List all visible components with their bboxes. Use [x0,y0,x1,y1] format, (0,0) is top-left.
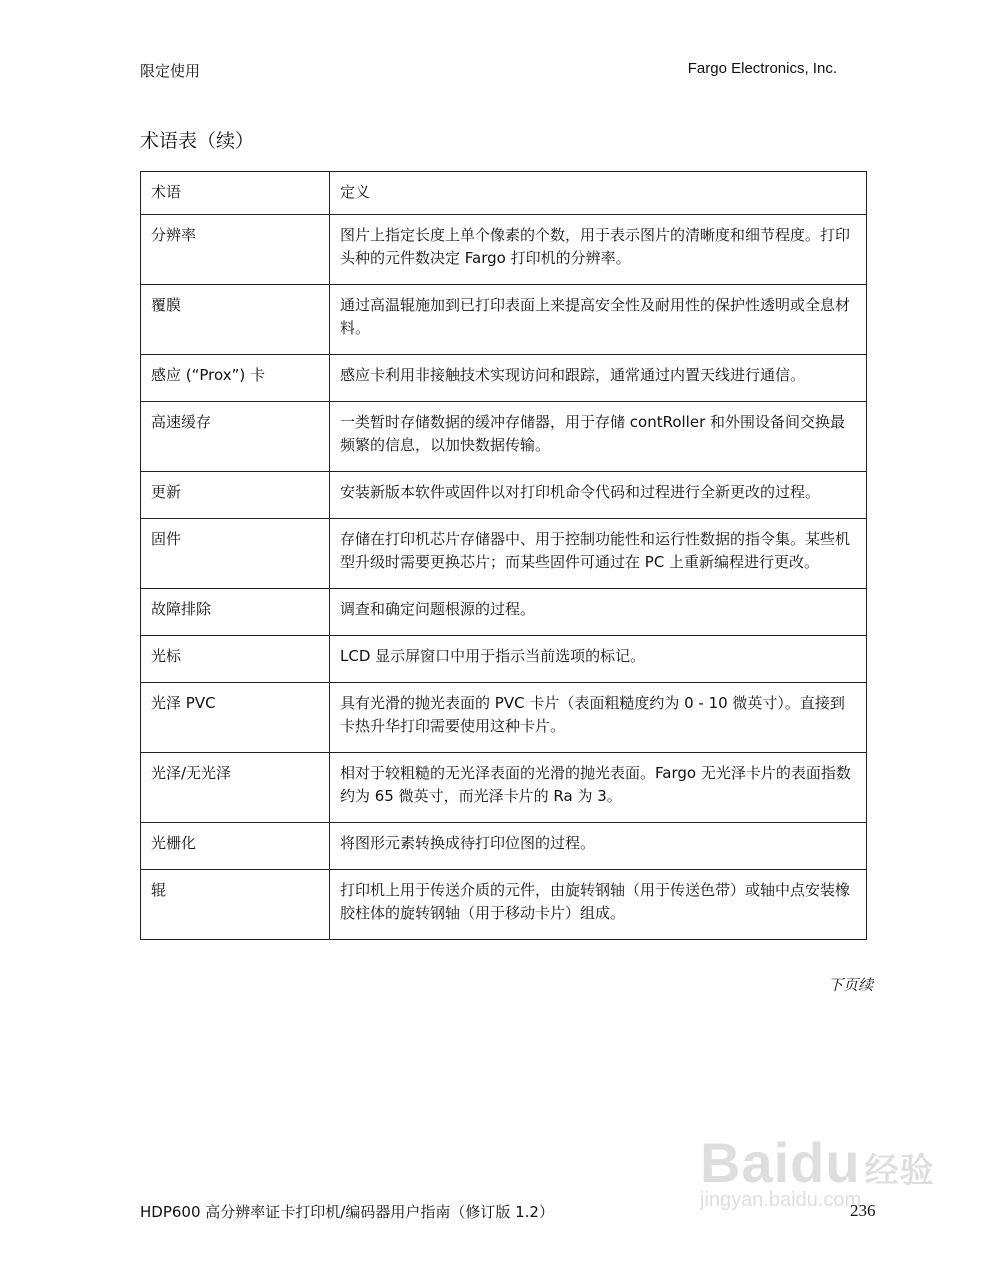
definition-cell: 相对于较粗糙的无光泽表面的光滑的抛光表面。Fargo 无光泽卡片的表面指数约为 65 微英寸，而光泽卡片的 Ra 为 3。 [330,753,867,823]
definition-cell: 安装新版本软件或固件以对打印机命令代码和过程进行全新更改的过程。 [330,472,867,519]
table-row [141,636,867,683]
watermark-logo: Baidu 经验 [700,1131,935,1194]
term-cell: 光泽 PVC [141,683,330,753]
table-row [141,519,867,589]
term-cell: 光泽/无光泽 [141,753,330,823]
definition-cell: 图片上指定长度上单个像素的个数，用于表示图片的清晰度和细节程度。打印头种的元件数决定 Fargo 打印机的分辨率。 [330,215,867,285]
term-cell: 更新 [141,472,330,519]
table-row [141,215,867,285]
definition-cell: 具有光滑的抛光表面的 PVC 卡片（表面粗糙度约为 0 - 10 微英寸）。直接到卡热升华打印需要使用这种卡片。 [330,683,867,753]
definition-cell: 调查和确定问题根源的过程。 [330,589,867,636]
term-cell: 感应 (“Prox”) 卡 [141,355,330,402]
baidu-watermark [700,1130,940,1240]
definition-cell: 打印机上用于传送介质的元件，由旋转钢轴（用于传送色带）或轴中点安装橡胶柱体的旋转钢轴（用于移动卡片）组成。 [330,870,867,940]
table-row [141,472,867,519]
table-row [141,285,867,355]
term-cell: 光栅化 [141,823,330,870]
term-cell: 辊 [141,870,330,940]
definition-cell: 一类暂时存储数据的缓冲存储器，用于存储 contRoller 和外围设备间交换最频繁的信息，以加快数据传输。 [330,402,867,472]
definition-cell: 通过高温辊施加到已打印表面上来提高安全性及耐用性的保护性透明或全息材料。 [330,285,867,355]
table-header-row [141,172,867,215]
term-cell: 高速缓存 [141,402,330,472]
table-row [141,870,867,940]
term-cell: 覆膜 [141,285,330,355]
term-cell: 固件 [141,519,330,589]
watermark-url: jingyan.baidu.com [700,1189,862,1211]
header-left-text: 限定使用 [140,62,201,80]
definition-cell: 感应卡利用非接触技术实现访问和跟踪，通常通过内置天线进行通信。 [330,355,867,402]
table-row [141,753,867,823]
column-header-definition: 定义 [330,172,867,215]
page-number: 236 [850,1201,876,1220]
table-row [141,589,867,636]
definition-cell: LCD 显示屏窗口中用于指示当前选项的标记。 [330,636,867,683]
table-row [141,683,867,753]
term-cell: 分辨率 [141,215,330,285]
term-cell: 光标 [141,636,330,683]
column-header-term: 术语 [141,172,330,215]
definition-cell: 存储在打印机芯片存储器中、用于控制功能性和运行性数据的指令集。某些机型升级时需要更换芯片；而某些固件可通过在 PC 上重新编程进行更改。 [330,519,867,589]
table-row [141,355,867,402]
page-title: 术语表（续） [140,130,255,152]
table-row [141,823,867,870]
term-cell: 故障排除 [141,589,330,636]
table-row [141,402,867,472]
footer-doc-title: HDP600 高分辨率证卡打印机/编码器用户指南（修订版 1.2） [140,1203,554,1221]
definition-cell: 将图形元素转换成待打印位图的过程。 [330,823,867,870]
glossary-table [140,171,867,940]
continued-note: 下页续 [827,976,873,994]
header-company: Fargo Electronics, Inc. [687,60,837,77]
